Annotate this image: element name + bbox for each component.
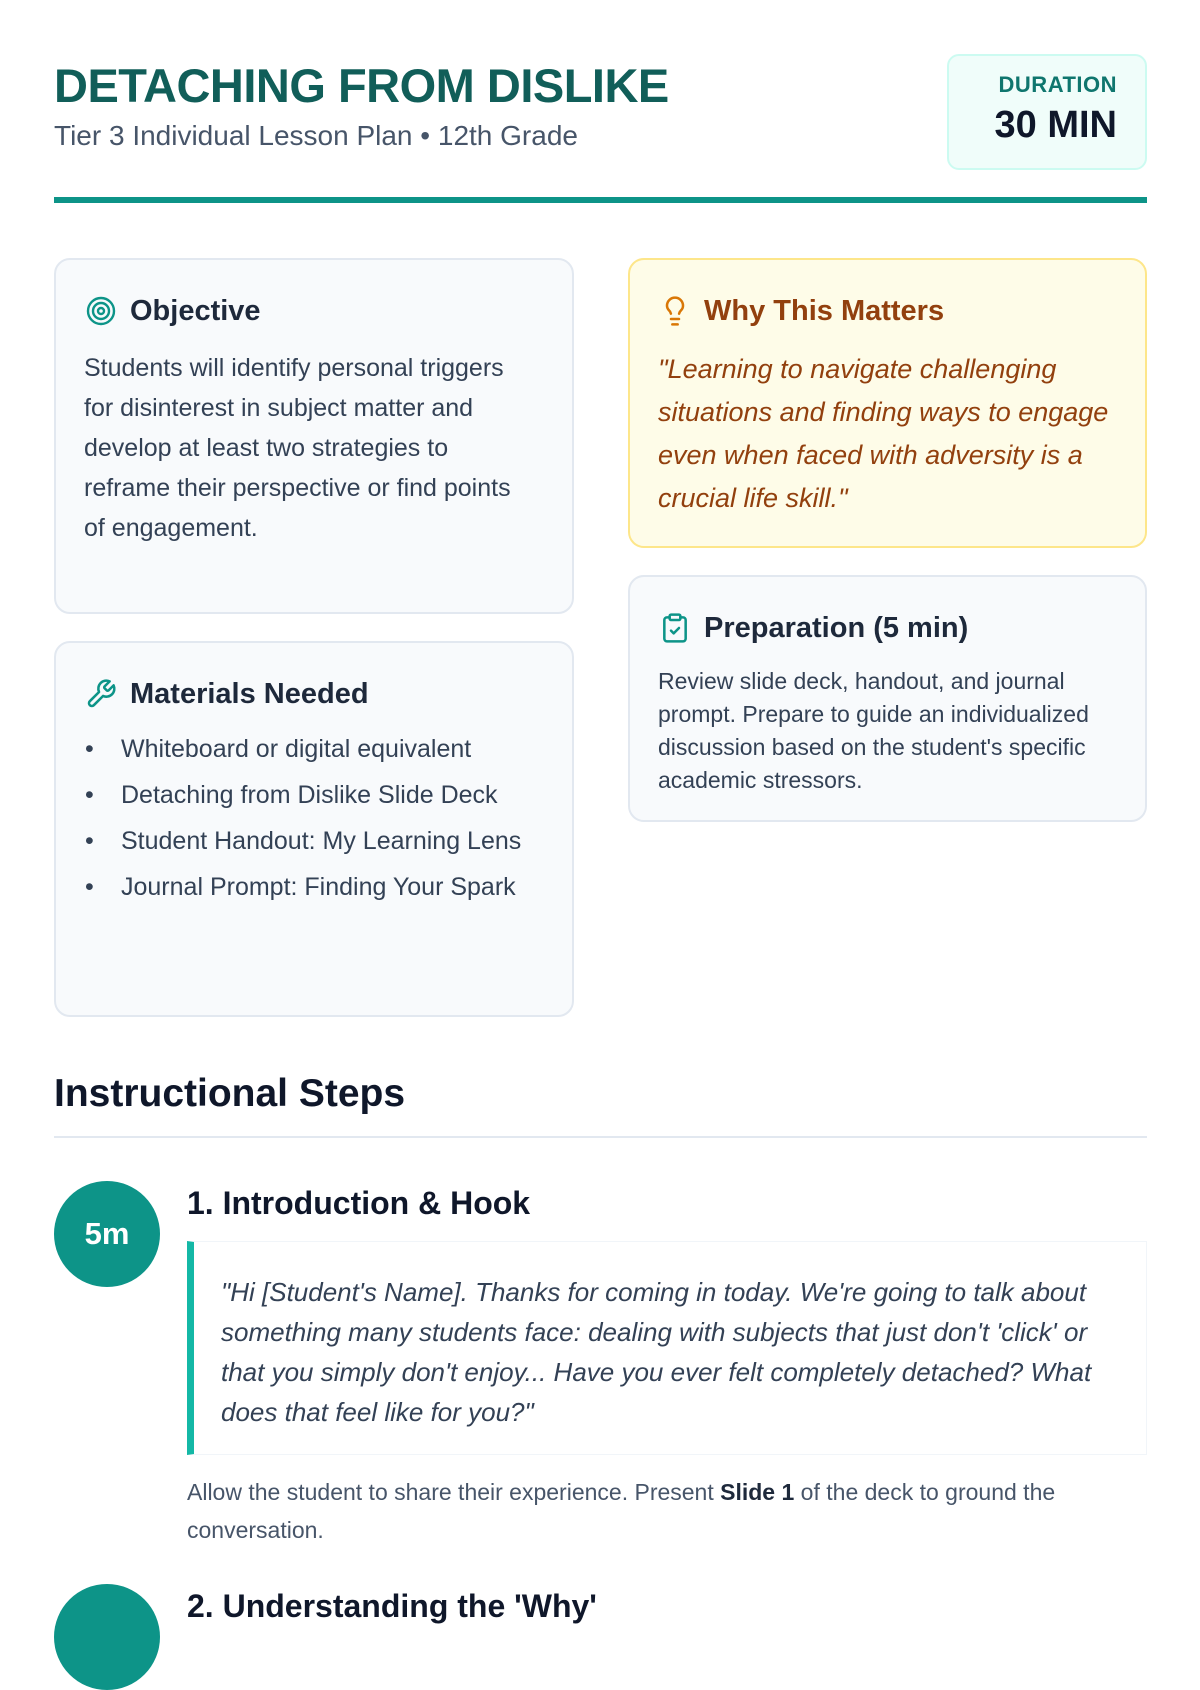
step-note-slide: Slide 1 [720,1479,795,1505]
why-header [658,294,944,328]
step-title: 1. Introduction & Hook [187,1185,531,1221]
preparation-card [628,575,1147,822]
duration-box [947,54,1147,170]
step-duration-badge [54,1584,160,1690]
step-note-text-end: of the deck to ground the conversation. [187,1479,1056,1543]
objective-header [84,294,261,328]
steps-divider [54,1136,1147,1138]
materials-list [84,729,554,913]
why-title: Why This Matters [704,294,945,327]
objective-title: Objective [130,294,261,327]
preparation-header [658,611,968,645]
step-script-quote: "Hi [Student's Name]. Thanks for coming in today. We're going to talk about something many students face: dealing with subjects that just don't 'click' or that you simply don't enjoy... Have you ever felt completely detached? What does that feel like for you?" [187,1241,1147,1455]
list-item: • Student Handout: My Learning Lens [85,827,522,855]
list-item: • Whiteboard or digital equivalent [85,735,472,763]
header-divider [54,197,1147,203]
page-subtitle: Tier 3 Individual Lesson Plan • 12th Grade [54,120,578,151]
list-item: • Journal Prompt: Finding Your Spark [85,873,516,901]
material-label: Detaching from Dislike Slide Deck [121,781,498,809]
material-label: Whiteboard or digital equivalent [121,735,472,763]
objective-text: Students will identify personal triggers for disinterest in subject matter and develop at least two strategies to reframe their perspective or find points of engagement. [84,354,511,542]
materials-card [54,641,574,1017]
materials-header [84,677,369,711]
clipboard-check-icon [658,611,692,645]
step-note-text: Allow the student to share their experience. Present [187,1479,721,1505]
preparation-text: Review slide deck, handout, and journal prompt. Prepare to guide an individualized discussion based on the student's specific academic stressors. [658,668,1089,793]
step-duration-badge: 5m [54,1181,160,1287]
page-title: DETACHING FROM DISLIKE [54,59,669,112]
wrench-icon [84,677,118,711]
why-card [628,258,1147,548]
objective-card [54,258,574,614]
steps-heading: Instructional Steps [54,1072,406,1115]
why-quote: "Learning to navigate challenging situations and finding ways to engage even when faced with adversity is a crucial life skill." [658,354,1109,513]
list-item: • Detaching from Dislike Slide Deck [85,781,498,809]
duration-label: DURATION [998,72,1117,97]
duration-value: 30 MIN [994,104,1117,146]
step-title: 2. Understanding the 'Why' [187,1588,597,1624]
header [54,54,1147,204]
material-label: Student Handout: My Learning Lens [121,827,522,855]
lightbulb-icon [658,294,692,328]
materials-title: Materials Needed [130,677,369,710]
material-label: Journal Prompt: Finding Your Spark [121,873,516,901]
target-icon [84,294,118,328]
step-note [187,1473,1147,1549]
preparation-title: Preparation (5 min) [704,611,969,644]
